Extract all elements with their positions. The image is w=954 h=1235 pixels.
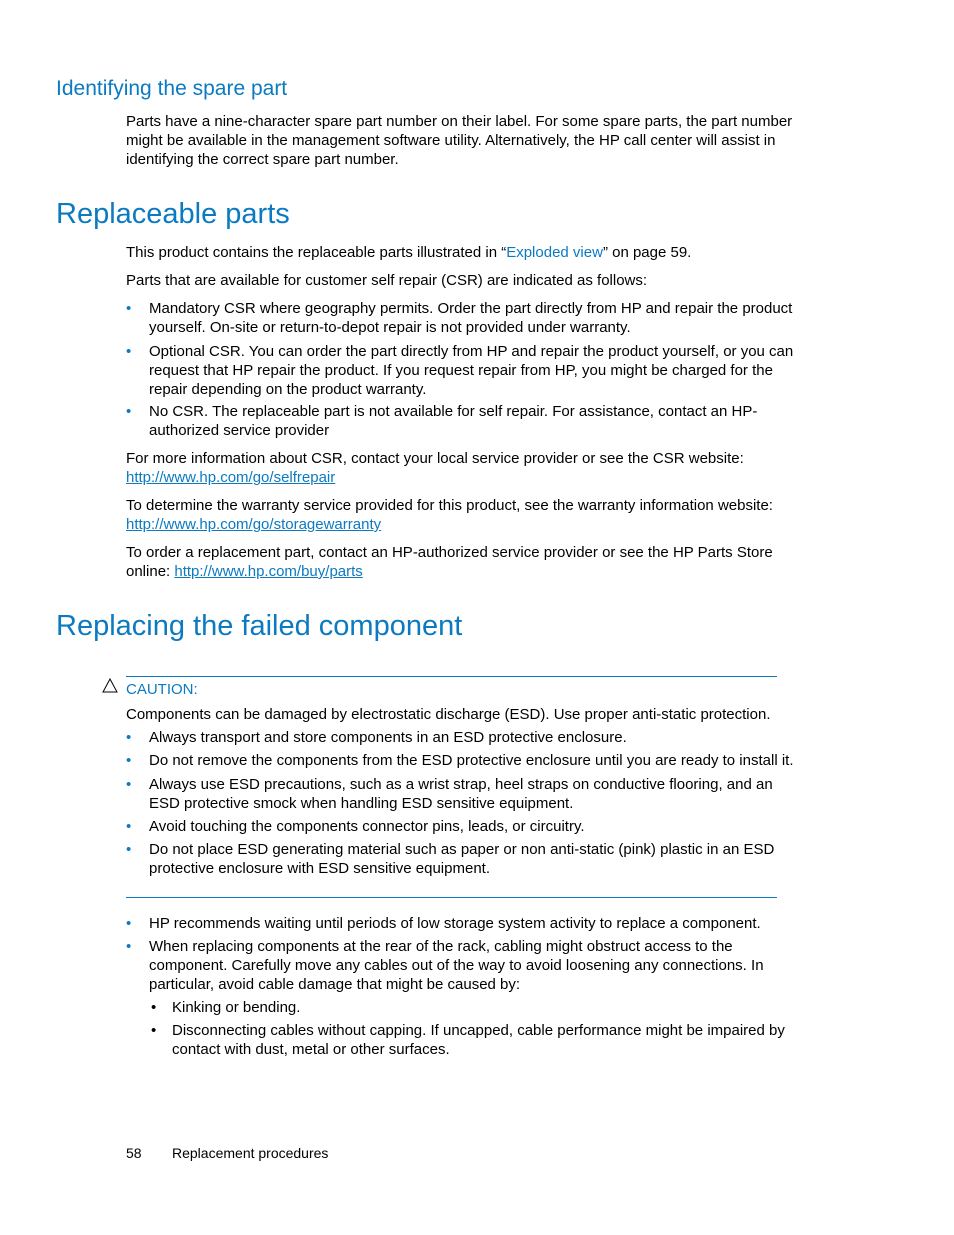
sub-bullet-icon: • bbox=[151, 999, 157, 1016]
bullet-icon: • bbox=[126, 300, 132, 317]
section-heading-spare-part: Identifying the spare part bbox=[56, 77, 288, 100]
page-number: 58 bbox=[126, 1145, 142, 1161]
bullet-icon: • bbox=[126, 915, 132, 932]
list-item-text: Always transport and store components in an ESD protective enclosure. bbox=[149, 729, 627, 746]
list-item-text: Optional CSR. You can order the part directly from HP and repair the product yourself, or you can request that HP repair the product. If you request repair from HP, you might be charged for the repair depending on the product warranty. bbox=[149, 343, 794, 398]
replaceable-intro bbox=[126, 243, 802, 262]
list-item bbox=[126, 914, 802, 933]
bullet-icon: • bbox=[126, 818, 132, 835]
list-item-text: HP recommends waiting until periods of low storage system activity to replace a component. bbox=[149, 915, 761, 932]
bullet-icon: • bbox=[126, 403, 132, 420]
list-item bbox=[126, 342, 802, 399]
list-item bbox=[126, 728, 802, 747]
list-item-text: Do not remove the components from the ESD protective enclosure until you are ready to install it. bbox=[149, 752, 794, 769]
bullet-icon: • bbox=[126, 343, 132, 360]
exploded-view-link[interactable]: Exploded view bbox=[506, 244, 603, 261]
replaceable-intro-before: This product contains the replaceable parts illustrated in “ bbox=[126, 244, 507, 261]
sub-list-item bbox=[149, 998, 802, 1017]
list-item-text: Do not place ESD generating material such as paper or non anti-static (pink) plastic in an ESD protective enclosure with ESD sensitive equipment. bbox=[149, 841, 775, 877]
sub-list-item-text: Kinking or bending. bbox=[172, 999, 301, 1016]
spare-part-text: Parts have a nine-character spare part number on their label. For some spare parts, the part number might be available in the management software utility. Alternatively, the HP call center will assist in identifying the correct spare part number. bbox=[126, 113, 793, 168]
list-item bbox=[126, 402, 802, 440]
caution-text-body: Components can be damaged by electrostatic discharge (ESD). Use proper anti-static protection. bbox=[126, 706, 771, 723]
list-item bbox=[126, 775, 802, 813]
csr-more-text: For more information about CSR, contact your local service provider or see the CSR website: bbox=[126, 450, 744, 467]
warranty-info bbox=[126, 496, 802, 534]
list-item-text: Avoid touching the components connector pins, leads, or circuitry. bbox=[149, 818, 585, 835]
order-info bbox=[126, 543, 802, 581]
replaceable-intro-after: ” on page 59. bbox=[602, 244, 692, 261]
bullet-icon: • bbox=[126, 752, 132, 769]
list-item bbox=[126, 817, 802, 836]
caution-triangle-icon bbox=[102, 678, 118, 693]
warranty-website-link[interactable]: http://www.hp.com/go/storagewarranty bbox=[126, 516, 382, 533]
list-item-text: Always use ESD precautions, such as a wrist strap, heel straps on conductive flooring, and an ESD protective smock when handling ESD sensitive equipment. bbox=[149, 776, 773, 812]
caution-top-rule bbox=[126, 676, 777, 677]
caution-bottom-rule bbox=[126, 897, 777, 898]
list-item bbox=[126, 751, 802, 770]
list-item-text: When replacing components at the rear of the rack, cabling might obstruct access to the component. Carefully move any cables out of the way to avoid loosening any connections. In particular, avoid cable damage that might be caused by: bbox=[149, 938, 764, 993]
csr-more-info bbox=[126, 449, 802, 487]
sub-bullet-icon: • bbox=[151, 1022, 157, 1039]
warranty-text: To determine the warranty service provided for this product, see the warranty information website: bbox=[126, 497, 773, 514]
spare-part-paragraph bbox=[126, 112, 802, 169]
list-item-text: No CSR. The replaceable part is not available for self repair. For assistance, contact an HP-authorized service provider bbox=[149, 403, 758, 439]
order-text: To order a replacement part, contact an HP-authorized service provider or see the HP Parts Store online: bbox=[126, 544, 773, 580]
caution-label: CAUTION: bbox=[126, 681, 198, 698]
chapter-title: Replacement procedures bbox=[172, 1145, 329, 1161]
bullet-icon: • bbox=[126, 729, 132, 746]
sub-list-item-text: Disconnecting cables without capping. If uncapped, cable performance might be impaired by contact with dust, metal or other surfaces. bbox=[172, 1022, 785, 1058]
list-item bbox=[126, 840, 802, 878]
csr-intro-text: Parts that are available for customer self repair (CSR) are indicated as follows: bbox=[126, 272, 648, 289]
csr-intro bbox=[126, 271, 802, 290]
bullet-icon: • bbox=[126, 776, 132, 793]
section-heading-replaceable-parts: Replaceable parts bbox=[56, 198, 290, 230]
caution-text bbox=[126, 705, 802, 724]
section-heading-replacing-failed-component: Replacing the failed component bbox=[56, 610, 463, 642]
list-item bbox=[126, 299, 802, 337]
sub-list-item bbox=[149, 1021, 802, 1059]
bullet-icon: • bbox=[126, 841, 132, 858]
bullet-icon: • bbox=[126, 938, 132, 955]
list-item-text: Mandatory CSR where geography permits. Order the part directly from HP and repair the product yourself. On-site or return-to-depot repair is not provided under warranty. bbox=[149, 300, 793, 336]
csr-website-link[interactable]: http://www.hp.com/go/selfrepair bbox=[126, 469, 336, 486]
parts-store-link[interactable]: http://www.hp.com/buy/parts bbox=[174, 563, 363, 580]
list-item bbox=[126, 937, 802, 994]
